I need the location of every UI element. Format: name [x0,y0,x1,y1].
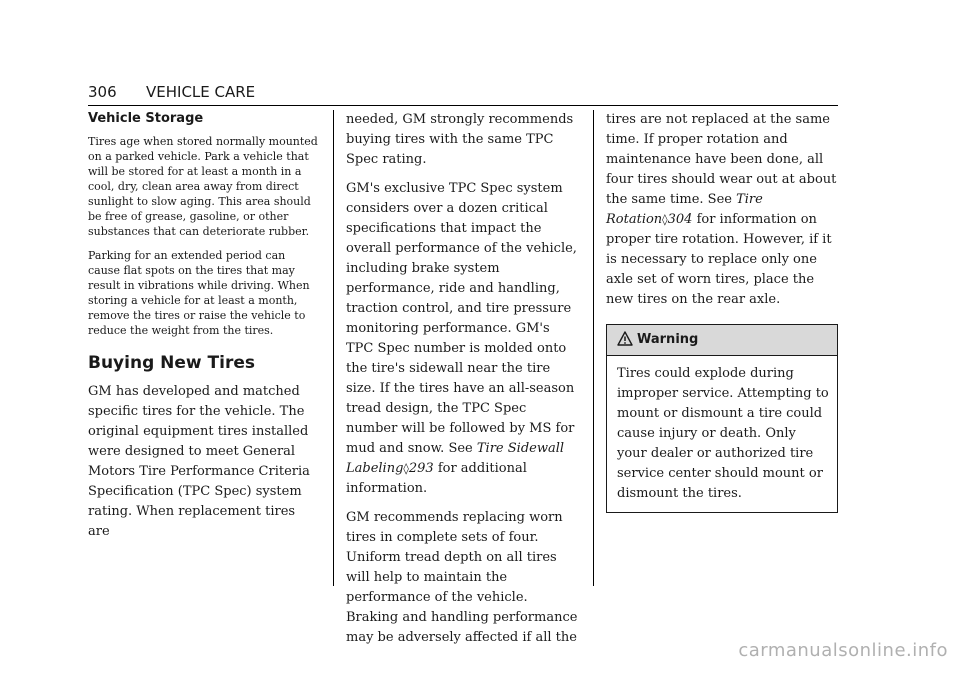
storage-paragraph-2: Parking for an extended period can cause flat spots on the tires that may result in vibrations while driving. When storing a vehicle for at least a month, remove the tires or raise the vehicle to reduce the weight from the tires. [88,249,310,337]
tire-sidewall-labeling-link[interactable]: Tire Sidewall Labeling [346,441,565,476]
page-header [88,83,838,106]
rotation-paragraph-text: tires are not replaced at the same time. If proper rotation and maintenance have been done, all four tires should wear out at about the same time. See [606,112,837,207]
tpc-paragraph-2-text: GM's exclusive TPC Spec system considers over a dozen critical specifications that impact the overall performance of the vehicle, including brake system performance, ride and handling, traction control, and tire pressure monitoring performance. GM's TPC Spec number is molded onto the tire's sidewall near the tire size. If the tires have an all-season tread design, the TPC Spec number will be followed by MS for mud and snow. See [346,181,577,456]
tpc-paragraph-2 [346,179,580,499]
warning-header [607,325,837,356]
section-title: VEHICLE CARE [146,83,256,101]
tire-rotation-link[interactable]: Tire Rotation [606,192,763,227]
warning-title: Warning [637,332,699,347]
warning-body: Tires could explode during improper service. Attempting to mount or dismount a tire could cause injury or death. Only your dealer or authorized tire service center should mount or dismount the tires. [617,366,829,501]
buying-new-tires-heading: Buying New Tires [88,353,255,373]
page-ref-icon: ◊ [403,462,409,475]
replacement-paragraph: GM recommends replacing worn tires in complete sets of four. Uniform tread depth on all tires will help to maintain the performance of the vehicle. Braking and handling performance may be adversely affected if all the [346,510,578,645]
page-number: 306 [88,83,117,101]
storage-paragraph-1: Tires age when stored normally mounted on a parked vehicle. Park a vehicle that will be stored for at least a month in a cool, dry, clean area away from direct sunlight to slow aging. This area should be free of grease, gasoline, or other substances that can deteriorate rubber. [88,135,318,238]
tpc-paragraph-1: needed, GM strongly recommends buying tires with the same TPC Spec rating. [346,112,574,167]
tpc-paragraph-2-tail: for additional information. [346,461,527,496]
column-3 [606,110,838,513]
page-ref-293[interactable]: 293 [408,461,434,476]
warning-box [606,324,838,513]
warning-triangle-icon [617,331,633,346]
column-divider [333,110,334,586]
rotation-paragraph-tail: for information on proper tire rotation. However, if it is necessary to replace only one axle set of worn tires, place the new tires on the rear axle. [606,212,832,307]
buying-paragraph-1: GM has developed and matched specific tires for the vehicle. The original equipment tires installed were designed to meet General Motors Tire Performance Criteria Specification (TPC Spec) system rating. When replacement tires are [88,384,310,539]
page-ref-icon: ◊ [662,213,668,226]
page-ref-304[interactable]: 304 [667,212,693,227]
column-1 [88,110,320,551]
watermark: carmanualsonline.info [738,640,948,661]
rotation-paragraph [606,110,838,310]
column-2 [346,110,580,657]
column-divider [593,110,594,586]
vehicle-storage-heading: Vehicle Storage [88,111,204,126]
